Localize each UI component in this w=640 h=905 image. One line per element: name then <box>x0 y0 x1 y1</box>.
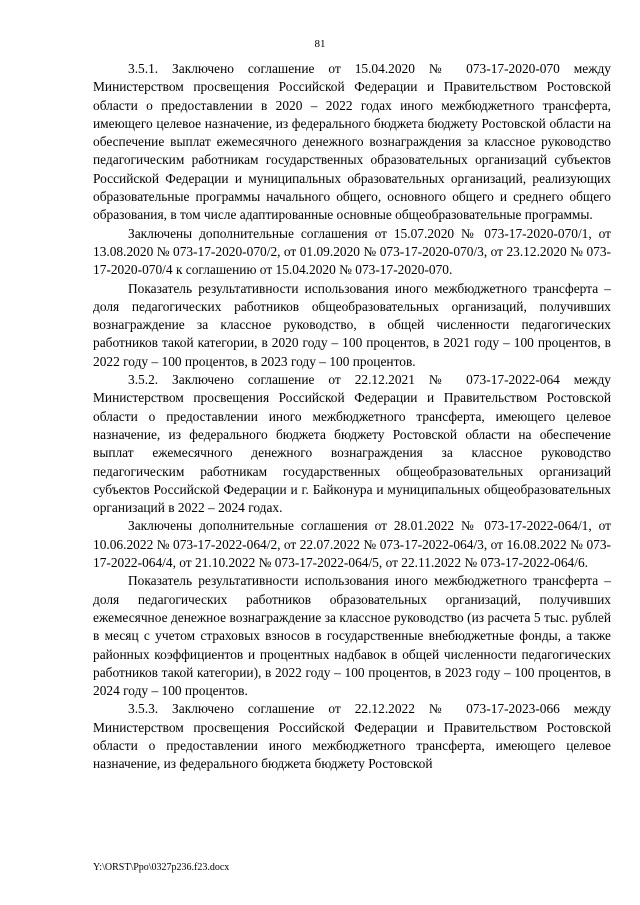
paragraph-3-5-3: 3.5.3. Заключено соглашение от 22.12.2022 № 073-17-2023-066 между Министерством просвещения Российской Федерации и Правительством Ростовской области о предоставлении иного межбюджетного трансферта, имеющего целевое назначение, из федерального бюджета бюджету Ростовской <box>93 701 611 772</box>
paragraph-additional-agreements-2020: Заключены дополнительные соглашения от 15.07.2020 № 073-17-2020-070/1, от 13.08.2020 № 073-17-2020-070/2, от 01.09.2020 № 073-17-2020-070/3, от 23.12.2020 № 073-17-2020-070/4 к соглашению от 15.04.2020 № 073-17-2020-070. <box>93 225 611 278</box>
paragraph-3-5-1: 3.5.1. Заключено соглашение от 15.04.2020 № 073-17-2020-070 между Министерством просвещения Российской Федерации и Правительством Ростовской области о предоставлении в 2020 – 2022 годах иного межбюджетного трансферта, имеющего целевое назначение, из федерального бюджета бюджету Ростовской области на обеспечение выплат ежемесячного денежного вознаграждения за классное руководство педагогическим работникам государственных образовательных организаций субъектов Российской Федерации и муниципальных образовательных организаций, реализующих образовательные программы начального общего, основного общего и среднего общего образования, в том числе адаптированные основные общеобразовательные программы. <box>93 61 611 223</box>
paragraph-indicator-2020: Показатель результативности использования иного межбюджетного трансферта – доля педагогических работников общеобразовательных организаций, получивших вознаграждение за классное руководство, в общей численности педагогических работников такой категории, в 2020 году – 100 процентов, в 2021 году – 100 процентов, в 2022 году – 100 процентов, в 2023 году – 100 процентов. <box>93 280 611 369</box>
document-body <box>93 60 611 774</box>
footer-file-path: Y:\ORST\Ppo\0327p236.f23.docx <box>93 862 230 873</box>
paragraph-additional-agreements-2022: Заключены дополнительные соглашения от 28.01.2022 № 073-17-2022-064/1, от 10.06.2022 № 073-17-2022-064/2, от 22.07.2022 № 073-17-2022-064/3, от 16.08.2022 № 073-17-2022-064/4, от 21.10.2022 № 073-17-2022-064/5, от 22.11.2022 № 073-17-2022-064/6. <box>93 518 611 571</box>
paragraph-3-5-2: 3.5.2. Заключено соглашение от 22.12.2021 № 073-17-2022-064 между Министерством просвещения Российской Федерации и Правительством Ростовской области о предоставлении иного межбюджетного трансферта, имеющего целевое назначение, из федерального бюджета бюджету Ростовской области на обеспечение выплат ежемесячного денежного вознаграждения за классное руководство педагогическим работникам государственных общеобразовательных организаций субъектов Российской Федерации и г. Байконура и муниципальных общеобразовательных организаций в 2022 – 2024 годах. <box>93 372 611 516</box>
paragraph-indicator-2022: Показатель результативности использования иного межбюджетного трансферта – доля педагогических работников образовательных организаций, получивших ежемесячное денежное вознаграждение за классное руководство (из расчета 5 тыс. рублей в месяц с учетом страховых взносов в государственные внебюджетные фонды, а также районных коэффициентов и процентных надбавок в общей численности педагогических работников такой категории), в 2022 году – 100 процентов, в 2023 году – 100 процентов, в 2024 году – 100 процентов. <box>93 573 611 699</box>
page-number: 81 <box>314 38 326 50</box>
